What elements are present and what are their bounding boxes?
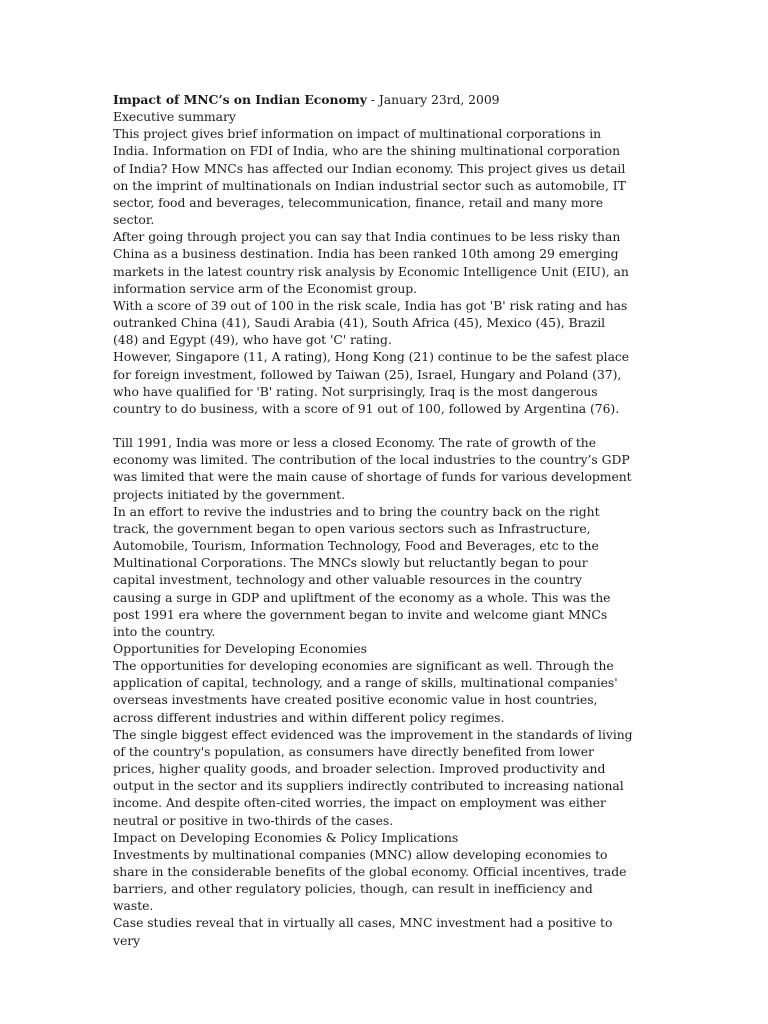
paragraph: The single biggest effect evidenced was the improvement in the standards of living of the country's population, as consumers have directly benefited from lower prices, higher quality goods, and broader selection. Improved productivity and output in the sector and its suppliers indirectly contributed to increasing national income. And despite often-cited worries, the impact on employment was either neutral or positive in two-thirds of the cases. bbox=[113, 726, 633, 828]
section-heading-executive-summary: Executive summary bbox=[113, 109, 236, 125]
paragraph: The opportunities for developing economies are significant as well. Through the application of capital, technology, and a range of skills, multinational companies' overseas investments have created positive economic value in host countries, across different industries and within different policy regimes. bbox=[113, 658, 618, 725]
paragraph: Till 1991, India was more or less a closed Economy. The rate of growth of the economy was limited. The contribution of the local industries to the country’s GDP was limited that were the main cause of shortage of funds for various development projects initiated by the government. bbox=[113, 435, 632, 502]
section-heading-impact: Impact on Developing Economies & Policy Implications bbox=[113, 829, 459, 845]
paragraph: However, Singapore (11, A rating), Hong Kong (21) continue to be the safest place for foreign investment, followed by Taiwan (25), Israel, Hungary and Poland (37), who have qualified for 'B' rating. Not surprisingly, Iraq is the most dangerous country to do business, with a score of 91 out of 100, followed by Argentina (76). bbox=[113, 349, 630, 416]
section-heading-opportunities: Opportunities for Developing Economies bbox=[113, 640, 367, 656]
document-body bbox=[113, 91, 633, 949]
blank-line bbox=[113, 417, 633, 434]
paragraph: In an effort to revive the industries and to bring the country back on the right track, the government began to open various sectors such as Infrastructure, Automobile, Tourism, Information Technology, Food and Beverages, etc to the Multinational Corporations. The MNCs slowly but reluctantly began to pour capital investment, technology and other valuable resources in the country causing a surge in GDP and upliftment of the economy as a whole. This was the post 1991 era where the government began to invite and welcome giant MNCs into the country. bbox=[113, 503, 611, 639]
paragraph: This project gives brief information on impact of multinational corporations in India. Information on FDI of India, who are the shining multinational corporation of India? How MNCs has affected our Indian economy. This project gives us detail on the imprint of multinationals on Indian industrial sector such as automobile, IT sector, food and beverages, telecommunication, finance, retail and many more sector. bbox=[113, 126, 626, 228]
document-title: Impact of MNC’s on Indian Economy bbox=[113, 92, 367, 107]
document-date: - January 23rd, 2009 bbox=[366, 92, 500, 107]
paragraph: After going through project you can say that India continues to be less risky than China as a business destination. India has been ranked 10th among 29 emerging markets in the latest country risk analysis by Economic Intelligence Unit (EIU), an information service arm of the Economist group. bbox=[113, 229, 629, 296]
paragraph: Case studies reveal that in virtually all cases, MNC investment had a positive to very bbox=[113, 915, 613, 948]
document-title-line bbox=[113, 91, 633, 108]
paragraph: With a score of 39 out of 100 in the risk scale, India has got 'B' risk rating and has outranked China (41), Saudi Arabia (41), South Africa (45), Mexico (45), Brazil (48) and Egypt (49), who have got 'C' rating. bbox=[113, 297, 628, 348]
paragraph: Investments by multinational companies (MNC) allow developing economies to share in the considerable benefits of the global economy. Official incentives, trade barriers, and other regulatory policies, though, can result in inefficiency and waste. bbox=[113, 846, 627, 914]
